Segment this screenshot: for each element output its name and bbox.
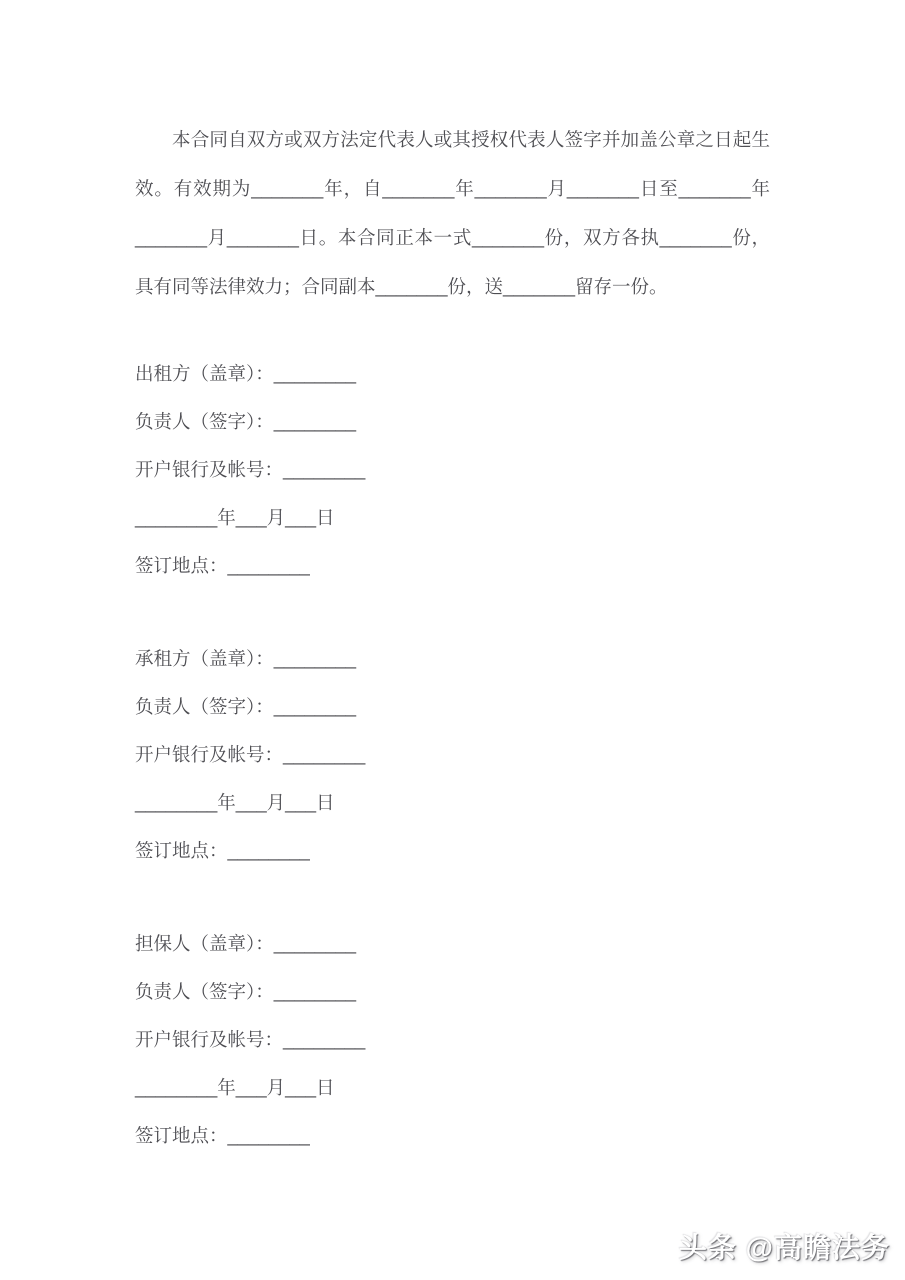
lessor-date-line: ________年___月___日 [135, 507, 335, 528]
effectiveness-paragraph [135, 115, 770, 311]
lessee-signer-line: 负责人（签字）：________ [135, 696, 357, 717]
toutiao-watermark: 头条 @高瞻法务 [678, 1232, 890, 1263]
lessor-seal-line: 出租方（盖章）：________ [135, 363, 357, 384]
lessee-seal-line: 承租方（盖章）：________ [135, 648, 357, 669]
guarantor-bank-account-line: 开户银行及帐号：________ [135, 1029, 366, 1050]
lessee-date-line: ________年___月___日 [135, 792, 335, 813]
paragraph-line: _______月_______日。本合同正本一式_______份，双方各执_______份， [135, 227, 770, 248]
paragraph-line: 效。有效期为_______年，自_______年_______月_______日至_______年 [135, 178, 770, 199]
lessor-bank-account-line: 开户银行及帐号：________ [135, 459, 366, 480]
lessee-signature-block [135, 635, 770, 875]
guarantor-signing-place-line: 签订地点：________ [135, 1125, 310, 1146]
guarantor-seal-line: 担保人（盖章）：________ [135, 933, 357, 954]
guarantor-signature-block [135, 920, 770, 1160]
paragraph-line: 本合同自双方或双方法定代表人或其授权代表人签字并加盖公章之日起生 [172, 129, 770, 150]
lessor-signer-line: 负责人（签字）：________ [135, 411, 357, 432]
lessor-signature-block [135, 350, 770, 590]
lessee-bank-account-line: 开户银行及帐号：________ [135, 744, 366, 765]
lessee-signing-place-line: 签订地点：________ [135, 840, 310, 861]
lessor-signing-place-line: 签订地点：________ [135, 555, 310, 576]
guarantor-signer-line: 负责人（签字）：________ [135, 981, 357, 1002]
guarantor-date-line: ________年___月___日 [135, 1077, 335, 1098]
paragraph-line: 具有同等法律效力；合同副本_______份，送_______留存一份。 [135, 276, 668, 297]
